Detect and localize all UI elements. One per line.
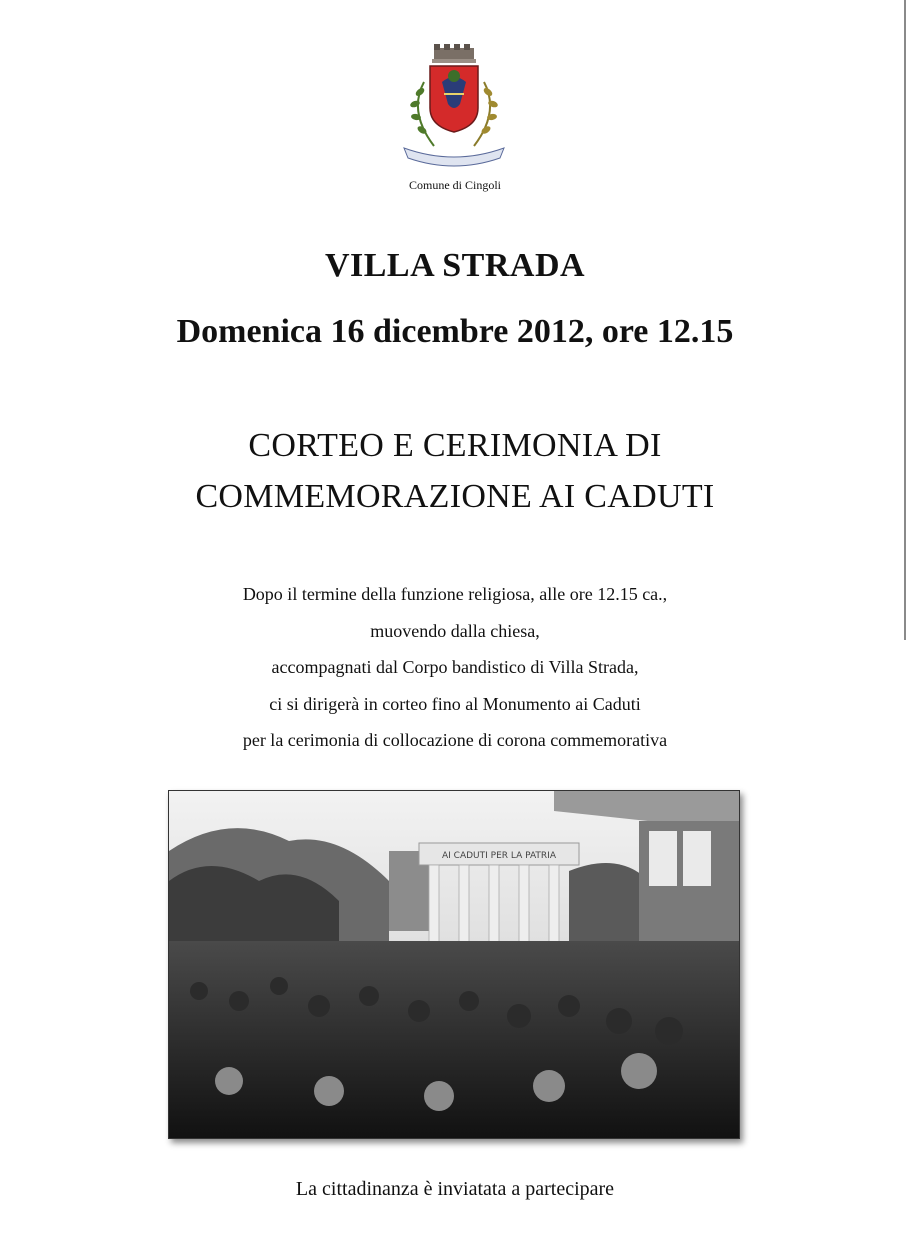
monument-inscription: AI CADUTI PER LA PATRIA — [442, 851, 556, 861]
historical-ceremony-photo — [168, 790, 740, 1139]
description-line: Dopo il termine della funzione religiosa, alle ore 12.15 ca., — [242, 584, 668, 604]
event-place: VILLA STRADA — [324, 247, 586, 284]
comune-crest-icon — [394, 42, 514, 172]
description-line: accompagnati dal Corpo bandistico di Villa Strada, — [271, 657, 639, 677]
event-description — [0, 582, 910, 765]
description-line: muovendo dalla chiesa, — [370, 620, 540, 641]
closing-invitation: La cittadinanza è inviatata a partecipare — [295, 1178, 615, 1200]
description-line: ci si dirigerà in corteo fino al Monumento ai Caduti — [269, 693, 641, 714]
description-line: per la cerimonia di collocazione di corona commemorativa — [242, 730, 668, 750]
municipality-name: Comune di Cingoli — [408, 178, 501, 192]
event-title-line-2: COMMEMORAZIONE AI CADUTI — [195, 478, 715, 515]
event-title-line-1: CORTEO E CERIMONIA DI — [248, 427, 662, 464]
event-datetime: Domenica 16 dicembre 2012, ore 12.15 — [176, 313, 734, 350]
